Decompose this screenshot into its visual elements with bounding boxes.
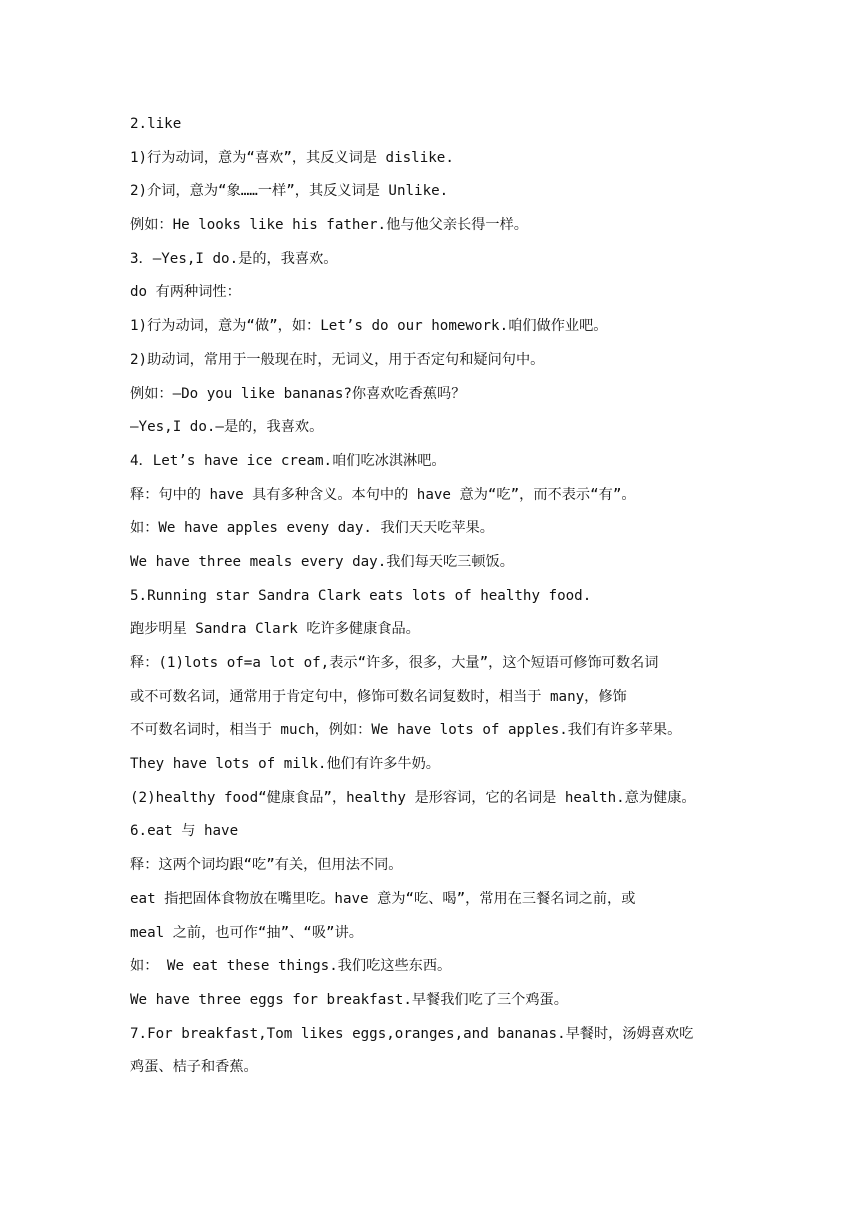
text-line: 2.like	[130, 116, 182, 132]
text-line: 2)助动词，常用于一般现在时，无词义，用于否定句和疑问句中。	[130, 351, 545, 368]
text-line: 例如：He looks like his father.他与他父亲长得一样。	[130, 217, 528, 234]
text-line: 鸡蛋、桔子和香蕉。	[130, 1059, 258, 1076]
text-line: 如：We have apples eveny day. 我们天天吃苹果。	[130, 520, 494, 537]
text-line: 跑步明星 Sandra Clark 吃许多健康食品。	[130, 621, 420, 638]
text-line: 释：这两个词均跟“吃”有关，但用法不同。	[130, 857, 403, 874]
text-line: We have three meals every day.我们每天吃三顿饭。	[130, 553, 514, 570]
text-line: 2)介词，意为“象……一样”，其反义词是 Unlike.	[130, 183, 449, 200]
text-line: 4．Let’s have ice cream.咱们吃冰淇淋吧。	[130, 452, 446, 469]
text-line: 释：句中的 have 具有多种含义。本句中的 have 意为“吃”，而不表示“有”。	[130, 486, 636, 503]
text-line: 5.Running star Sandra Clark eats lots of healthy food.	[130, 587, 592, 604]
text-line: —Yes,I do.—是的，我喜欢。	[130, 419, 324, 436]
text-line: 1)行为动词，意为“做”，如：Let’s do our homework.咱们做作业吧。	[130, 318, 608, 335]
text-line: 释：(1)lots of=a lot of,表示“许多，很多，大量”，这个短语可修饰可数名词	[130, 655, 659, 671]
text-line: 例如：—Do you like bananas?你喜欢吃香蕉吗？	[130, 385, 466, 402]
text-line: 不可数名词时，相当于 much，例如：We have lots of apples.我们有许多苹果。	[130, 722, 682, 739]
text-line: We have three eggs for breakfast.早餐我们吃了三个鸡蛋。	[130, 991, 568, 1008]
text-line: do 有两种词性：	[130, 284, 241, 301]
text-line: 7.For breakfast,Tom likes eggs,oranges,and bananas.早餐时，汤姆喜欢吃	[130, 1025, 694, 1042]
text-line: (2)healthy food“健康食品”，healthy 是形容词，它的名词是 health.意为健康。	[130, 789, 696, 806]
text-line: eat 指把固体食物放在嘴里吃。have 意为“吃、喝”，常用在三餐名词之前，或	[130, 890, 636, 907]
text-line: meal 之前，也可作“抽”、“吸”讲。	[130, 924, 363, 941]
document-body	[130, 108, 730, 1085]
text-line: 如： We eat these things.我们吃这些东西。	[130, 958, 452, 975]
text-line: 3．—Yes,I do.是的，我喜欢。	[130, 250, 338, 267]
text-line: 1)行为动词，意为“喜欢”，其反义词是 dislike.	[130, 149, 454, 166]
text-line: They have lots of milk.他们有许多牛奶。	[130, 756, 440, 773]
text-line: 或不可数名词，通常用于肯定句中，修饰可数名词复数时，相当于 many，修饰	[130, 688, 627, 705]
text-line: 6.eat 与 have	[130, 823, 239, 840]
